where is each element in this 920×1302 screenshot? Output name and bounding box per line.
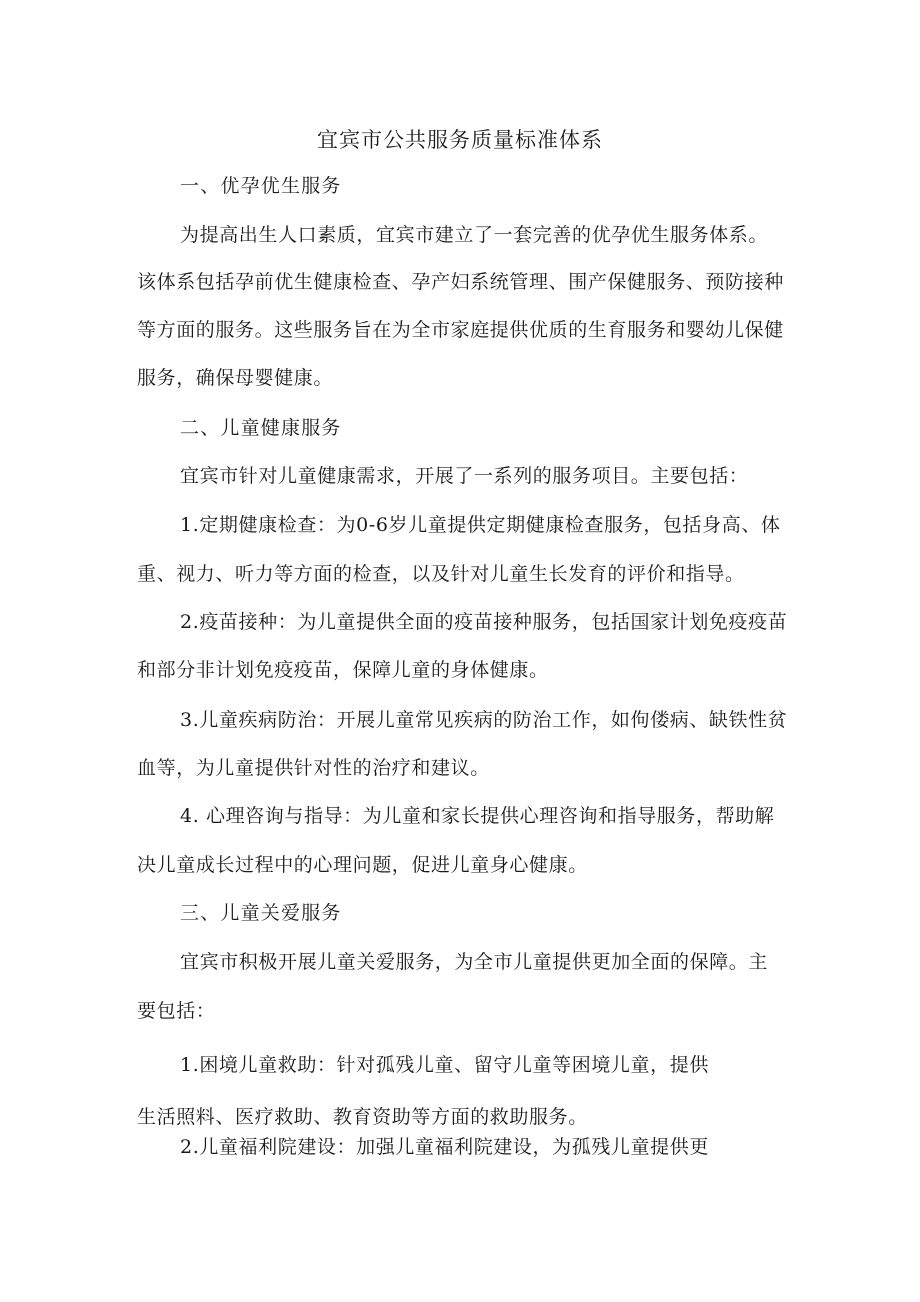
paragraph-line: 要包括：: [137, 1000, 216, 1022]
paragraph-line: 该体系包括孕前优生健康检查、孕产妇系统管理、围产保健服务、预防接种: [137, 271, 784, 293]
paragraph-line: 等方面的服务。这些服务旨在为全市家庭提供优质的生育服务和婴幼儿保健: [137, 319, 784, 341]
paragraph-line: 为提高出生人口素质，宜宾市建立了一套完善的优孕优生服务体系。: [180, 224, 769, 246]
paragraph-line: 宜宾市针对儿童健康需求，开展了一系列的服务项目。主要包括：: [180, 465, 749, 487]
paragraph-line: 血等，为儿童提供针对性的治疗和建议。: [137, 757, 490, 779]
list-item-line: 2.儿童福利院建设：加强儿童福利院建设，为孤残儿童提供更: [180, 1136, 709, 1158]
list-item-line: 1.困境儿童救助：针对孤残儿童、留守儿童等困境儿童，提供: [180, 1054, 709, 1076]
section-heading-1: 一、优孕优生服务: [180, 175, 342, 197]
paragraph-line: 宜宾市积极开展儿童关爱服务，为全市儿童提供更加全面的保障。主: [180, 951, 769, 973]
list-item-line: 2.疫苗接种：为儿童提供全面的疫苗接种服务，包括国家计划免疫疫苗: [180, 611, 788, 633]
paragraph-line: 重、视力、听力等方面的检查，以及针对儿童生长发育的评价和指导。: [137, 563, 745, 585]
document-title: 宜宾市公共服务质量标准体系: [317, 128, 603, 152]
list-item-line: 1.定期健康检查：为0-6岁儿童提供定期健康检查服务，包括身高、体: [180, 514, 781, 536]
paragraph-line: 服务，确保母婴健康。: [137, 367, 334, 389]
section-heading-2: 二、儿童健康服务: [180, 417, 342, 439]
list-item-line: 3.儿童疾病防治：开展儿童常见疾病的防治工作，如佝偻病、缺铁性贫: [180, 709, 788, 731]
section-heading-3: 三、儿童关爱服务: [180, 902, 342, 924]
paragraph-line: 生活照料、医疗救助、教育资助等方面的救助服务。: [137, 1106, 588, 1128]
paragraph-line: 决儿童成长过程中的心理问题，促进儿童身心健康。: [137, 854, 588, 876]
list-item-line: 4. 心理咨询与指导：为儿童和家长提供心理咨询和指导服务，帮助解: [180, 805, 775, 827]
paragraph-line: 和部分非计划免疫疫苗，保障儿童的身体健康。: [137, 659, 549, 681]
